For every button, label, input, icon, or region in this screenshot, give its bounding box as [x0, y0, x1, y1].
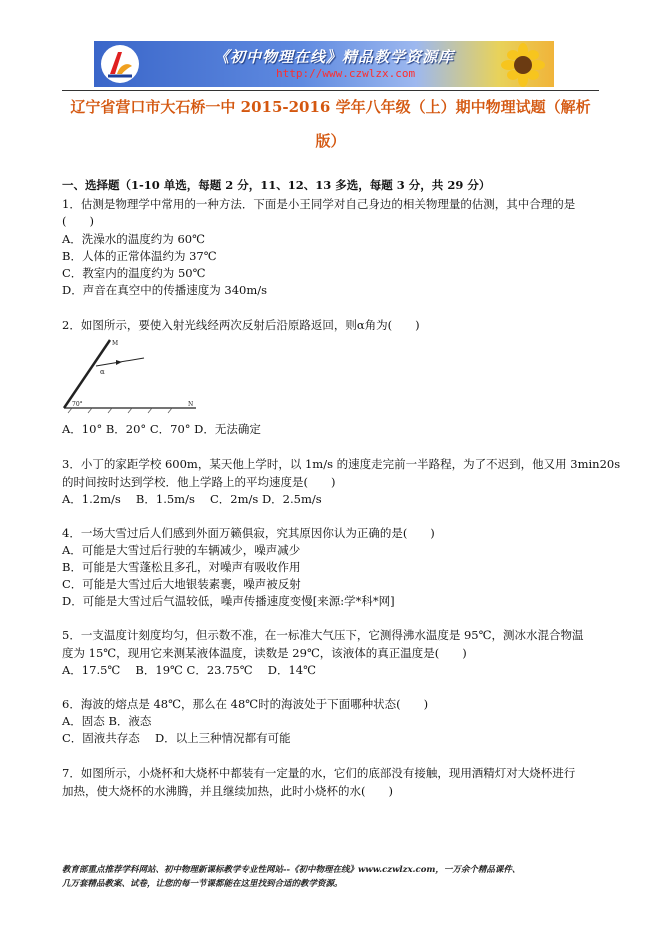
mirror-diagram — [62, 336, 198, 414]
question-2-text: 2．如图所示，要使入射光线经两次反射后沿原路返回，则α角为( ) — [62, 318, 420, 332]
label-alpha: α — [100, 368, 105, 376]
label-angle: 70° — [72, 401, 83, 408]
header-banner — [94, 41, 554, 87]
sunflower-icon — [498, 43, 548, 87]
banner-title: 《初中物理在线》精品教学资源库 — [214, 48, 455, 66]
question-1-option-a: A．洗澡水的温度约为 60℃ — [62, 232, 205, 246]
question-5-text-cont: 度为 15℃，现用它来测某液体温度，读数是 29℃，该液体的真正温度是( ) — [62, 646, 467, 660]
question-4-text: 4．一场大雪过后人们感到外面万籁俱寂，究其原因你认为正确的是( ) — [62, 526, 435, 540]
question-3-text: 3．小丁的家距学校 600m，某天他上学时，以 1m/s 的速度走完前一半路程，为了不迟到，他又用 3min20s — [62, 457, 621, 471]
question-4-option-c: C．可能是大雪过后大地银装素裹，噪声被反射 — [62, 577, 301, 591]
footer-line1: 教育部重点推荐学科网站、初中物理新课标教学专业性网站--《初中物理在线》www.czwlzx.com，一万余个精品课件、 — [62, 865, 521, 875]
page-footer — [62, 863, 622, 891]
banner-url[interactable]: http://www.czwlzx.com — [276, 67, 416, 80]
site-logo-icon — [100, 44, 140, 84]
question-6-option-cd: C．固液共存态 D．以上三种情况都有可能 — [62, 731, 291, 745]
section-heading: 一、选择题（1-10 单选，每题 2 分，11、12、13 多选，每题 3 分，共 29 分） — [62, 178, 491, 192]
label-m: M — [112, 340, 119, 347]
question-7-text-cont: 加热，使大烧杯的水沸腾，并且继续加热，此时小烧杯的水( ) — [62, 784, 393, 798]
question-1-option-c: C．教室内的温度约为 50℃ — [62, 266, 206, 280]
doc-title-line2: 版） — [315, 132, 346, 150]
question-1-option-d: D．声音在真空中的传播速度为 340m/s — [62, 283, 268, 297]
question-1-text: 1．估测是物理学中常用的一种方法．下面是小王同学对自己身边的相关物理量的估测，其中合理的是 — [62, 197, 576, 211]
footer-line2: 几万套精品教案、试卷，让您的每一节课都能在这里找到合适的教学资源。 — [62, 879, 343, 889]
question-1-text-cont: ( ) — [62, 214, 94, 228]
question-2-options: A．10° B．20° C．70° D．无法确定 — [62, 422, 261, 436]
question-3-text-cont: 的时间按时达到学校．他上学路上的平均速度是( ) — [62, 475, 336, 489]
question-7-text: 7．如图所示，小烧杯和大烧杯中都装有一定量的水，它们的底部没有接触，现用酒精灯对大烧杯进行 — [62, 766, 576, 780]
question-1-option-b: B．人体的正常体温约为 37℃ — [62, 249, 217, 263]
question-5-text: 5．一支温度计刻度均匀，但示数不准，在一标准大气压下，它测得沸水温度是 95℃，测冰水混合物温 — [62, 628, 584, 642]
doc-title-line1: 辽宁省营口市大石桥一中 2015-2016 学年八年级（上）期中物理试题（解析 — [70, 98, 591, 116]
question-4-option-b: B．可能是大雪蓬松且多孔，对噪声有吸收作用 — [62, 560, 301, 574]
header-rule — [62, 90, 599, 91]
question-4-option-d: D．可能是大雪过后气温较低，噪声传播速度变慢[来源:学*科*网] — [62, 594, 395, 608]
label-n: N — [188, 401, 194, 408]
question-6-text: 6．海波的熔点是 48℃，那么在 48℃时的海波处于下面哪种状态( ) — [62, 697, 429, 711]
question-4-option-a: A．可能是大雪过后行驶的车辆减少，噪声减少 — [62, 543, 301, 557]
question-3-options: A．1.2m/s B．1.5m/s C．2m/s D．2.5m/s — [62, 492, 322, 506]
question-6-option-ab: A．固态 B．液态 — [62, 714, 152, 728]
question-5-options: A．17.5℃ B．19℃ C．23.75℃ D．14℃ — [62, 663, 316, 677]
